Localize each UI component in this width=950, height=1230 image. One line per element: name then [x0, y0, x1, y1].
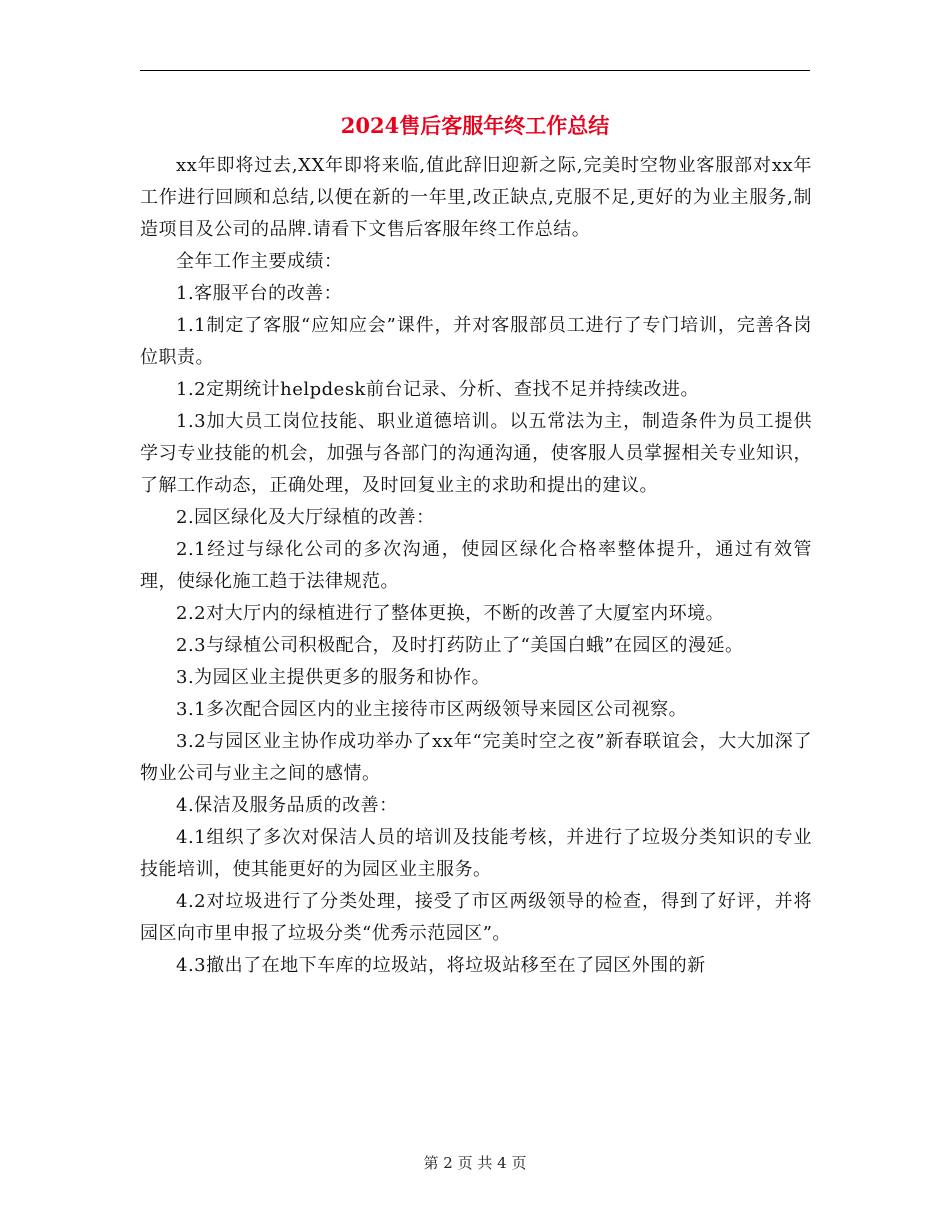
paragraph: 4.3撤出了在地下车库的垃圾站，将垃圾站移至在了园区外围的新 [176, 955, 706, 976]
header-rule [140, 70, 810, 71]
paragraph: 3.1多次配合园区内的业主接待市区两级领导来园区公司视察。 [176, 699, 688, 720]
paragraph: 1.客服平台的改善： [176, 283, 343, 304]
paragraph: 2.2对大厅内的绿植进行了整体更换，不断的改善了大厦室内环境。 [176, 603, 725, 624]
paragraph: 1.3加大员工岗位技能、职业道德培训。以五常法为主，制造条件为员工提供学习专业技能的机会，加强与各部门的沟通沟通，使客服人员掌握相关专业知识，了解工作动态，正确处理，及时回复业主的求助和提出的建议。 [140, 411, 812, 496]
paragraph: 4.2对垃圾进行了分类处理，接受了市区两级领导的检查，得到了好评，并将园区向市里申报了垃圾分类“优秀示范园区”。 [140, 891, 812, 944]
paragraph: 2.1经过与绿化公司的多次沟通，使园区绿化合格率整体提升，通过有效管理，使绿化施工趋于法律规范。 [140, 539, 812, 592]
paragraph: 1.1制定了客服“应知应会”课件，并对客服部员工进行了专门培训，完善各岗位职责。 [140, 315, 812, 368]
paragraph: 4.保洁及服务品质的改善： [176, 795, 398, 816]
paragraph: 4.1组织了多次对保洁人员的培训及技能考核，并进行了垃圾分类知识的专业技能培训，使其能更好的为园区业主服务。 [140, 827, 812, 880]
paragraph: 3.为园区业主提供更多的服务和协作。 [176, 667, 491, 688]
paragraph: 3.2与园区业主协作成功举办了xx年“完美时空之夜”新春联谊会，大大加深了物业公司与业主之间的感情。 [140, 731, 812, 784]
document-body [140, 150, 812, 982]
paragraph: 全年工作主要成绩： [176, 251, 343, 272]
page-number-footer: 第 2 页 共 4 页 [423, 1154, 527, 1172]
paragraph: 1.2定期统计helpdesk前台记录、分析、查找不足并持续改进。 [176, 379, 699, 400]
paragraph: 2.园区绿化及大厅绿植的改善： [176, 507, 435, 528]
paragraph: xx年即将过去,XX年即将来临,值此辞旧迎新之际,完美时空物业客服部对xx年工作进行回顾和总结,以便在新的一年里,改正缺点,克服不足,更好的为业主服务,制造项目及公司的品牌.请看下文售后客服年终工作总结。 [140, 155, 812, 240]
document-title: 2024售后客服年终工作总结 [340, 113, 610, 138]
paragraph: 2.3与绿植公司积极配合，及时打药防止了“美国白蛾”在园区的漫延。 [176, 635, 744, 656]
